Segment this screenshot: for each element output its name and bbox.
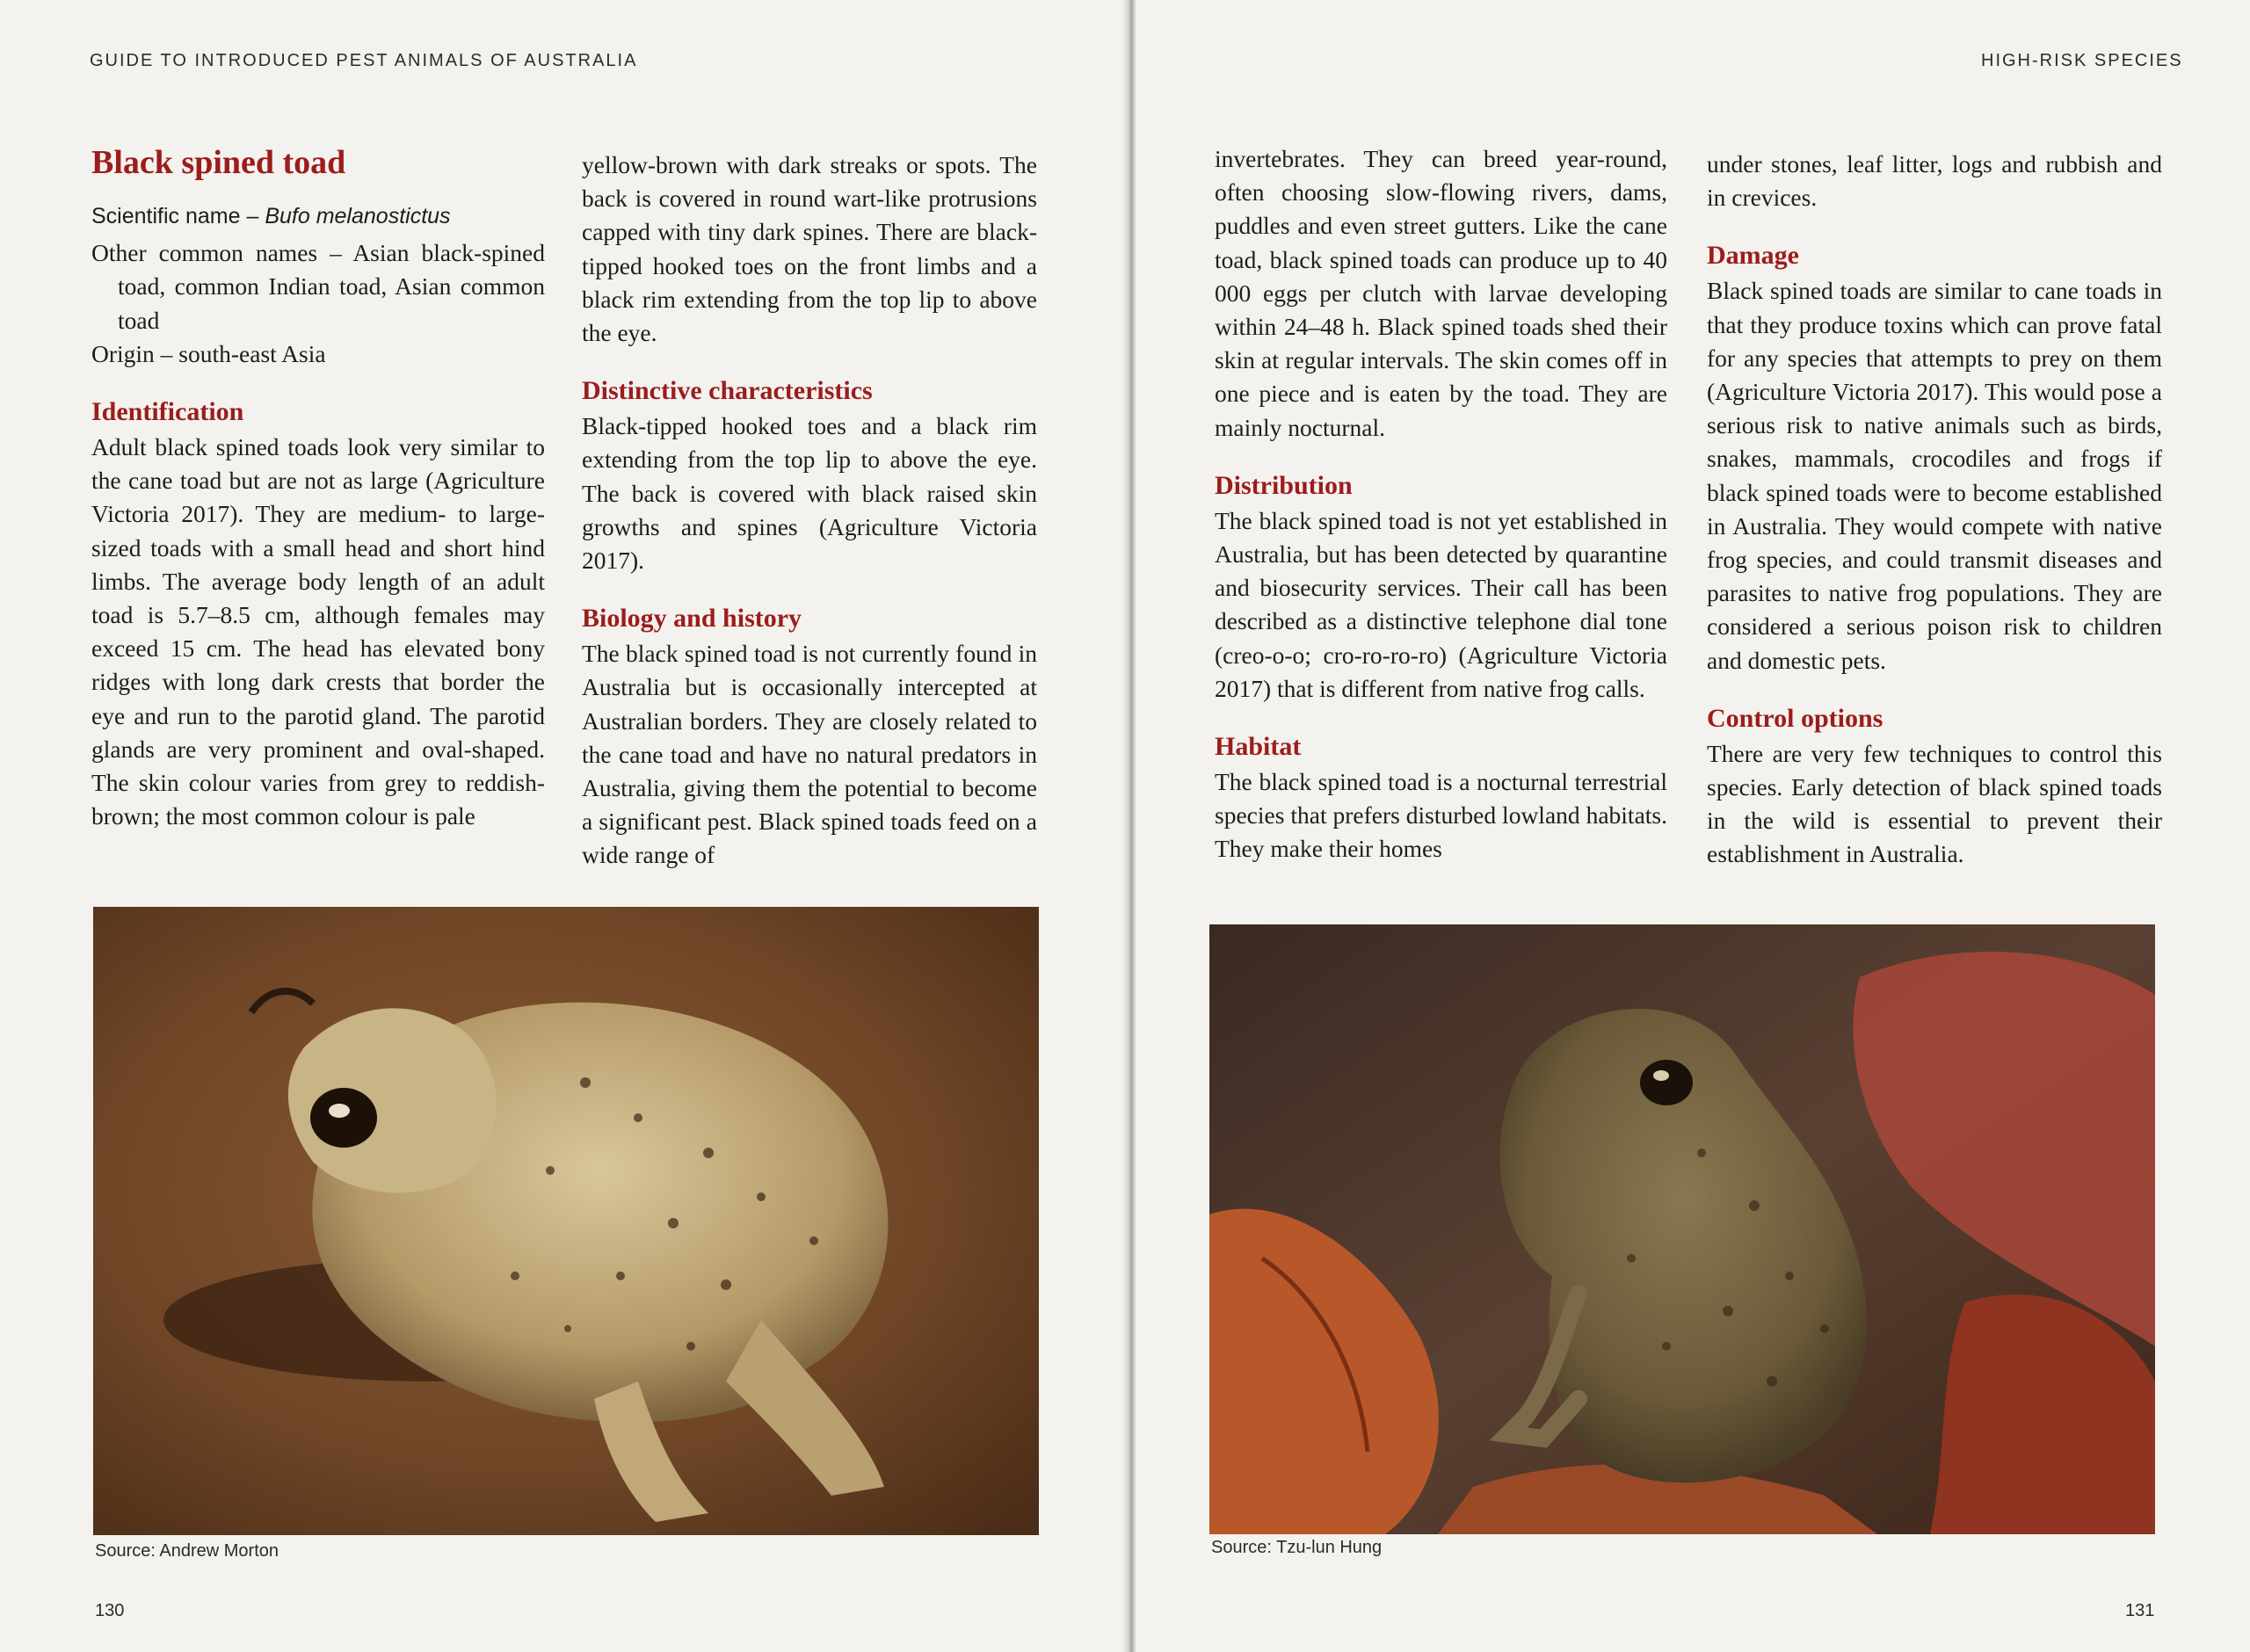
left-column-2 (582, 149, 1037, 873)
photo-caption-right: Source: Tzu-lun Hung (1211, 1538, 1383, 1557)
page-number-left: 130 (95, 1601, 125, 1620)
scientific-name: Bufo melanostictus (265, 204, 451, 228)
left-column-1 (91, 143, 545, 833)
identification-continued: yellow-brown with dark streaks or spots. The back is covered in round wart-like protrusions capped with tiny dark spines. There are black-tipped hooked toes on the front limbs and a black rim extending from the top lip to above the eye. (582, 151, 1037, 347)
right-column-2 (1707, 148, 2162, 872)
toad-illustration-right (1209, 924, 2155, 1534)
habitat-continued: under stones, leaf litter, logs and rubbish and in crevices. (1707, 150, 2162, 212)
habitat-heading: Habitat (1215, 732, 1302, 762)
distribution-text: The black spined toad is not yet established in Australia, but has been detected by quarantine and biosecurity services. Their call has been described as a distinctive telephone dial tone (creo-o-o; cro-ro-ro-ro) (Agriculture Victoria 2017) that is different from native frog calls. (1215, 506, 1667, 702)
distinctive-heading: Distinctive characteristics (582, 376, 873, 406)
toad-photo-right (1209, 924, 2155, 1534)
control-heading: Control options (1707, 703, 1883, 733)
right-page (1136, 0, 2250, 1652)
scientific-name-label: Scientific name – (91, 204, 259, 228)
running-head-right: HIGH-RISK SPECIES (1981, 51, 2183, 70)
page-number-right: 131 (2125, 1601, 2155, 1620)
page-title: Black spined toad (91, 144, 346, 181)
damage-heading: Damage (1707, 241, 1799, 271)
scientific-name-line (91, 199, 545, 233)
toad-photo-left (93, 907, 1039, 1535)
photo-caption-left: Source: Andrew Morton (95, 1541, 279, 1561)
habitat-text: The black spined toad is a nocturnal terrestrial species that prefers disturbed lowland habitats. They make their homes (1215, 768, 1667, 863)
right-column-1 (1215, 142, 1667, 866)
origin: Origin – south-east Asia (91, 339, 326, 367)
distinctive-text: Black-tipped hooked toes and a black rim extending from the top lip to above the eye. The back is covered with black raised skin growths and spines (Agriculture Victoria 2017). (582, 412, 1037, 575)
biology-text: The black spined toad is not currently found in Australia but is occasionally intercepted at Australian borders. They are closely related to the cane toad and have no natural predators in Australia, giving them the potential to become a significant pest. Black spined toads feed on a wide range of (582, 640, 1037, 869)
other-common-names: Other common names – Asian black-spined toad, common Indian toad, Asian common toad (91, 239, 545, 334)
running-head-left: GUIDE TO INTRODUCED PEST ANIMALS OF AUSTRALIA (90, 51, 638, 70)
distribution-heading: Distribution (1215, 470, 1353, 500)
identification-text: Adult black spined toads look very similar to the cane toad but are not as large (Agriculture Victoria 2017). They are medium- to large-sized toads with a small head and short hind limbs. The average body length of an adult toad is 5.7–8.5 cm, although females may exceed 15 cm. The head has elevated bony ridges with long dark crests that border the eye and run to the parotid gland. The parotid glands are very prominent and oval-shaped. The skin colour varies from grey to reddish-brown; the most common colour is pale (91, 433, 545, 830)
damage-text: Black spined toads are similar to cane toads in that they produce toxins which can prove fatal for any species that attempts to prey on them (Agriculture Victoria 2017). This would pose a serious risk to native animals such as birds, snakes, mammals, crocodiles and frogs if black spined toads were to become established in Australia. They would compete with native frog species, and could transmit diseases and parasites to native frog populations. They are considered a serious poison risk to children and domestic pets. (1707, 277, 2162, 674)
toad-illustration-left (93, 907, 1039, 1535)
biology-continued: invertebrates. They can breed year-round, often choosing slow-flowing rivers, dams, puddles and even street gutters. Like the cane toad, black spined toads can produce up to 40 000 eggs per clutch with larvae developing within 24–48 h. Black spined toads shed their skin at regular intervals. The skin comes off in one piece and is eaten by the toad. They are mainly nocturnal. (1215, 145, 1667, 441)
identification-heading: Identification (91, 397, 244, 427)
biology-heading: Biology and history (582, 604, 802, 634)
control-text: There are very few techniques to control this species. Early detection of black spined toads in the wild is essential to prevent their establishment in Australia. (1707, 739, 2162, 868)
